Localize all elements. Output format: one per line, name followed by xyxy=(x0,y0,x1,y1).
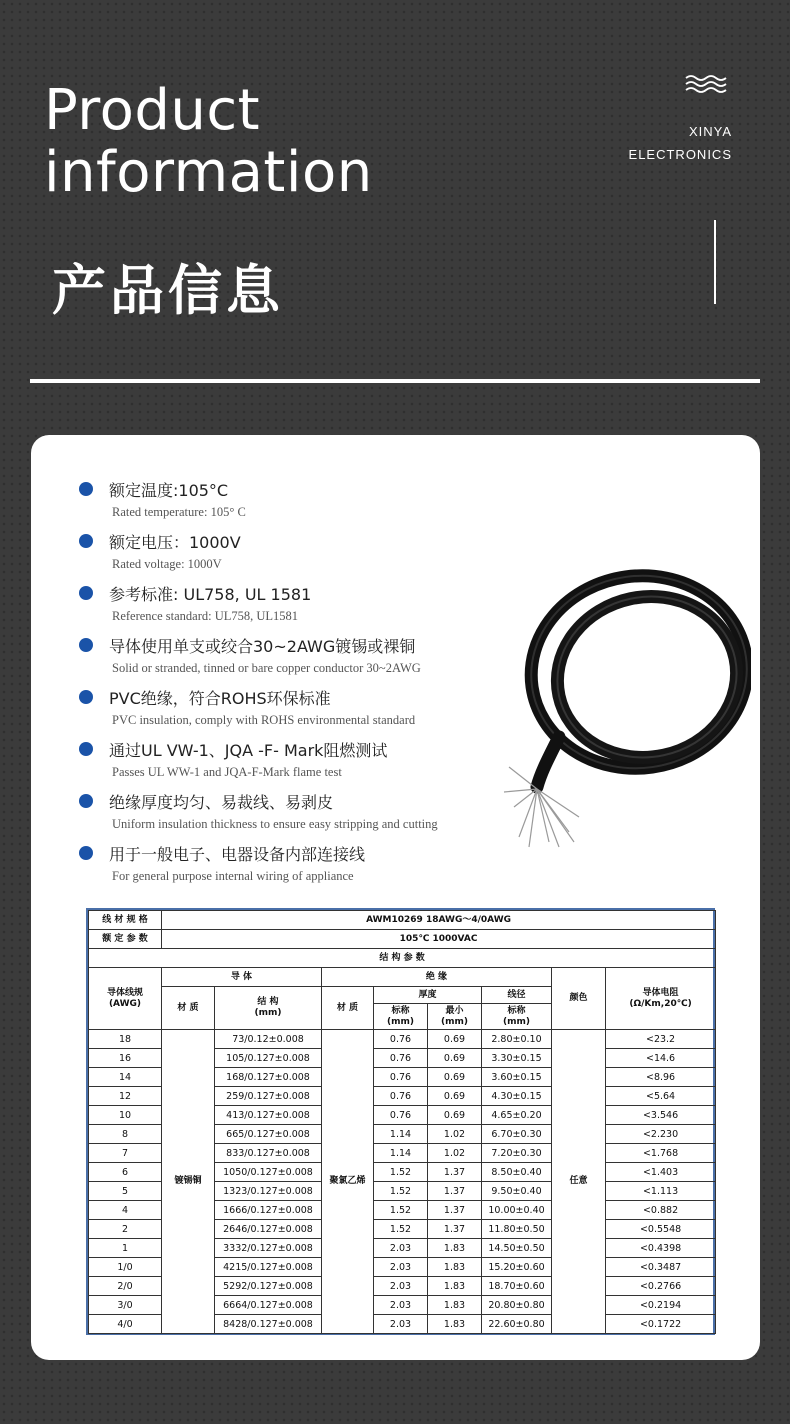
thickness-min-cell: 0.69 xyxy=(428,1087,482,1106)
feature-item xyxy=(79,735,519,787)
awg-cell: 6 xyxy=(89,1163,162,1182)
feature-item xyxy=(79,839,519,891)
wave-icon xyxy=(684,74,732,94)
feature-item xyxy=(79,787,519,839)
feature-cn-text: 通过UL VW-1、JQA -F- Mark阻燃测试 xyxy=(109,740,388,760)
conductor-material-header: 材 质 xyxy=(162,987,215,1030)
feature-en-text: PVC insulation, comply with ROHS environmental standard xyxy=(112,713,416,727)
min-header: 最小 (mm) xyxy=(428,1004,482,1030)
resistance-cell: <0.3487 xyxy=(606,1258,716,1277)
feature-cn xyxy=(79,631,519,659)
structure-cell: 73/0.12±0.008 xyxy=(215,1030,322,1049)
resistance-cell: <14.6 xyxy=(606,1049,716,1068)
awg-cell: 7 xyxy=(89,1144,162,1163)
awg-cell: 1/0 xyxy=(89,1258,162,1277)
awg-cell: 12 xyxy=(89,1087,162,1106)
feature-cn xyxy=(79,735,519,763)
feature-list xyxy=(79,475,519,891)
info-card xyxy=(31,435,760,1360)
feature-cn xyxy=(79,579,519,607)
thickness-min-cell: 1.83 xyxy=(428,1296,482,1315)
bullet-icon xyxy=(79,690,93,704)
thickness-min-cell: 1.83 xyxy=(428,1315,482,1334)
structure-cell: 6664/0.127±0.008 xyxy=(215,1296,322,1315)
feature-en-text: Solid or stranded, tinned or bare copper conductor 30~2AWG xyxy=(112,661,421,675)
resistance-cell: <8.96 xyxy=(606,1068,716,1087)
feature-cn xyxy=(79,787,519,815)
feature-cn xyxy=(79,683,519,711)
feature-cn-text: 用于一般电子、电器设备内部连接线 xyxy=(109,844,366,864)
thickness-min-cell: 1.83 xyxy=(428,1277,482,1296)
resistance-cell: <0.5548 xyxy=(606,1220,716,1239)
awg-header: 导体线规 (AWG) xyxy=(89,968,162,1030)
color-header: 颜色 xyxy=(552,968,606,1030)
thickness-nominal-cell: 2.03 xyxy=(374,1277,428,1296)
insulation-material-cell: 聚氯乙烯 xyxy=(322,1030,374,1334)
awg-cell: 1 xyxy=(89,1239,162,1258)
feature-en-text: Rated voltage: 1000V xyxy=(112,557,222,571)
resistance-cell: <0.2194 xyxy=(606,1296,716,1315)
diameter-cell: 6.70±0.30 xyxy=(482,1125,552,1144)
diameter-nominal-header: 标称 (mm) xyxy=(482,1004,552,1030)
spec-value: AWM10269 18AWG～4/0AWG xyxy=(162,911,716,930)
vertical-divider xyxy=(714,220,716,304)
rating-value: 105℃ 1000VAC xyxy=(162,930,716,949)
thickness-nominal-cell: 0.76 xyxy=(374,1068,428,1087)
bullet-icon xyxy=(79,638,93,652)
diameter-cell: 10.00±0.40 xyxy=(482,1201,552,1220)
spec-label: 线 材 规 格 xyxy=(89,911,162,930)
color-cell: 任意 xyxy=(552,1030,606,1334)
insulation-header: 绝 缘 xyxy=(322,968,552,987)
conductor-header: 导 体 xyxy=(162,968,322,987)
thickness-nominal-cell: 1.52 xyxy=(374,1163,428,1182)
thickness-min-cell: 1.83 xyxy=(428,1239,482,1258)
feature-en-text: For general purpose internal wiring of appliance xyxy=(112,869,354,883)
thickness-min-cell: 1.02 xyxy=(428,1125,482,1144)
structure-cell: 105/0.127±0.008 xyxy=(215,1049,322,1068)
thickness-min-cell: 0.69 xyxy=(428,1030,482,1049)
structure-cell: 833/0.127±0.008 xyxy=(215,1144,322,1163)
resistance-cell: <1.768 xyxy=(606,1144,716,1163)
thickness-nominal-cell: 2.03 xyxy=(374,1296,428,1315)
cable-image xyxy=(489,567,751,849)
rating-label: 额 定 参 数 xyxy=(89,930,162,949)
brand-name: XINYA xyxy=(688,124,732,139)
bullet-icon xyxy=(79,586,93,600)
feature-cn-text: 额定温度:105°C xyxy=(109,480,229,500)
feature-en-text: Passes UL WW-1 and JQA-F-Mark flame test xyxy=(112,765,342,779)
diameter-cell: 4.30±0.15 xyxy=(482,1087,552,1106)
diameter-cell: 20.80±0.80 xyxy=(482,1296,552,1315)
awg-cell: 16 xyxy=(89,1049,162,1068)
spec-table xyxy=(86,908,715,1335)
brand-logo xyxy=(612,74,732,162)
thickness-min-cell: 0.69 xyxy=(428,1068,482,1087)
structure-cell: 665/0.127±0.008 xyxy=(215,1125,322,1144)
brand-subtitle: ELECTRONICS xyxy=(628,147,732,162)
thickness-min-cell: 1.02 xyxy=(428,1144,482,1163)
structure-cell: 3332/0.127±0.008 xyxy=(215,1239,322,1258)
awg-cell: 3/0 xyxy=(89,1296,162,1315)
structure-cell: 259/0.127±0.008 xyxy=(215,1087,322,1106)
feature-item xyxy=(79,579,519,631)
awg-cell: 4/0 xyxy=(89,1315,162,1334)
thickness-header: 厚度 xyxy=(374,987,482,1004)
awg-cell: 4 xyxy=(89,1201,162,1220)
awg-cell: 2 xyxy=(89,1220,162,1239)
resistance-cell: <1.113 xyxy=(606,1182,716,1201)
thickness-nominal-cell: 1.52 xyxy=(374,1220,428,1239)
structure-cell: 413/0.127±0.008 xyxy=(215,1106,322,1125)
structure-cell: 168/0.127±0.008 xyxy=(215,1068,322,1087)
resistance-cell: <2.230 xyxy=(606,1125,716,1144)
resistance-cell: <5.64 xyxy=(606,1087,716,1106)
insulation-material-header: 材 质 xyxy=(322,987,374,1030)
diameter-cell: 3.60±0.15 xyxy=(482,1068,552,1087)
nominal-header: 标称 (mm) xyxy=(374,1004,428,1030)
feature-cn-text: 绝缘厚度均匀、易裁线、易剥皮 xyxy=(109,792,334,812)
title-line-1: Product xyxy=(44,78,261,143)
resistance-cell: <23.2 xyxy=(606,1030,716,1049)
thickness-nominal-cell: 1.52 xyxy=(374,1201,428,1220)
resistance-cell: <0.2766 xyxy=(606,1277,716,1296)
diameter-cell: 11.80±0.50 xyxy=(482,1220,552,1239)
feature-item xyxy=(79,527,519,579)
thickness-nominal-cell: 2.03 xyxy=(374,1239,428,1258)
thickness-nominal-cell: 1.14 xyxy=(374,1144,428,1163)
bullet-icon xyxy=(79,846,93,860)
diameter-header: 线径 xyxy=(482,987,552,1004)
thickness-min-cell: 1.37 xyxy=(428,1220,482,1239)
bullet-icon xyxy=(79,794,93,808)
feature-cn-text: PVC绝缘，符合ROHS环保标准 xyxy=(109,688,331,708)
diameter-cell: 15.20±0.60 xyxy=(482,1258,552,1277)
conductor-material-cell: 镀锡铜 xyxy=(162,1030,215,1334)
structure-cell: 8428/0.127±0.008 xyxy=(215,1315,322,1334)
diameter-cell: 2.80±0.10 xyxy=(482,1030,552,1049)
thickness-min-cell: 0.69 xyxy=(428,1106,482,1125)
diameter-cell: 18.70±0.60 xyxy=(482,1277,552,1296)
thickness-nominal-cell: 0.76 xyxy=(374,1049,428,1068)
thickness-min-cell: 1.37 xyxy=(428,1201,482,1220)
diameter-cell: 7.20±0.30 xyxy=(482,1144,552,1163)
resistance-cell: <1.403 xyxy=(606,1163,716,1182)
resistance-header: 导体电阻 (Ω/Km,20℃) xyxy=(606,968,716,1030)
table-row xyxy=(89,1030,716,1049)
structure-cell: 1050/0.127±0.008 xyxy=(215,1163,322,1182)
diameter-cell: 22.60±0.80 xyxy=(482,1315,552,1334)
feature-cn xyxy=(79,527,519,555)
thickness-nominal-cell: 1.14 xyxy=(374,1125,428,1144)
diameter-cell: 4.65±0.20 xyxy=(482,1106,552,1125)
awg-cell: 5 xyxy=(89,1182,162,1201)
awg-cell: 18 xyxy=(89,1030,162,1049)
diameter-cell: 9.50±0.40 xyxy=(482,1182,552,1201)
feature-cn-text: 参考标准: UL758, UL 1581 xyxy=(109,584,312,604)
bullet-icon xyxy=(79,534,93,548)
structure-cell: 5292/0.127±0.008 xyxy=(215,1277,322,1296)
awg-cell: 8 xyxy=(89,1125,162,1144)
thickness-min-cell: 0.69 xyxy=(428,1049,482,1068)
thickness-nominal-cell: 2.03 xyxy=(374,1315,428,1334)
feature-item xyxy=(79,631,519,683)
thickness-nominal-cell: 1.52 xyxy=(374,1182,428,1201)
resistance-cell: <0.1722 xyxy=(606,1315,716,1334)
feature-cn-text: 导体使用单支或绞合30~2AWG镀锡或裸铜 xyxy=(109,636,416,656)
thickness-nominal-cell: 2.03 xyxy=(374,1258,428,1277)
diameter-cell: 8.50±0.40 xyxy=(482,1163,552,1182)
diameter-cell: 14.50±0.50 xyxy=(482,1239,552,1258)
thickness-min-cell: 1.83 xyxy=(428,1258,482,1277)
page-title-cn: 产品信息 xyxy=(52,259,284,322)
thickness-nominal-cell: 0.76 xyxy=(374,1030,428,1049)
awg-cell: 10 xyxy=(89,1106,162,1125)
diameter-cell: 3.30±0.15 xyxy=(482,1049,552,1068)
bullet-icon xyxy=(79,482,93,496)
feature-cn-text: 额定电压：1000V xyxy=(109,532,241,552)
feature-en-text: Rated temperature: 105° C xyxy=(112,505,246,519)
resistance-cell: <3.546 xyxy=(606,1106,716,1125)
feature-cn xyxy=(79,839,519,867)
feature-en-text: Reference standard: UL758, UL1581 xyxy=(112,609,299,623)
feature-item xyxy=(79,683,519,735)
structure-col-header: 结 构 (mm) xyxy=(215,987,322,1030)
structure-cell: 2646/0.127±0.008 xyxy=(215,1220,322,1239)
thickness-nominal-cell: 0.76 xyxy=(374,1106,428,1125)
structure-cell: 4215/0.127±0.008 xyxy=(215,1258,322,1277)
structure-header: 结 构 参 数 xyxy=(89,949,716,968)
page-title-en xyxy=(44,80,373,204)
awg-cell: 2/0 xyxy=(89,1277,162,1296)
thickness-nominal-cell: 0.76 xyxy=(374,1087,428,1106)
bullet-icon xyxy=(79,742,93,756)
thickness-min-cell: 1.37 xyxy=(428,1182,482,1201)
structure-cell: 1323/0.127±0.008 xyxy=(215,1182,322,1201)
feature-en-text: Uniform insulation thickness to ensure easy stripping and cutting xyxy=(112,817,438,831)
title-line-2: information xyxy=(44,140,373,205)
feature-item xyxy=(79,475,519,527)
resistance-cell: <0.4398 xyxy=(606,1239,716,1258)
resistance-cell: <0.882 xyxy=(606,1201,716,1220)
awg-cell: 14 xyxy=(89,1068,162,1087)
feature-cn xyxy=(79,475,519,503)
horizontal-divider xyxy=(30,379,760,383)
thickness-min-cell: 1.37 xyxy=(428,1163,482,1182)
structure-cell: 1666/0.127±0.008 xyxy=(215,1201,322,1220)
